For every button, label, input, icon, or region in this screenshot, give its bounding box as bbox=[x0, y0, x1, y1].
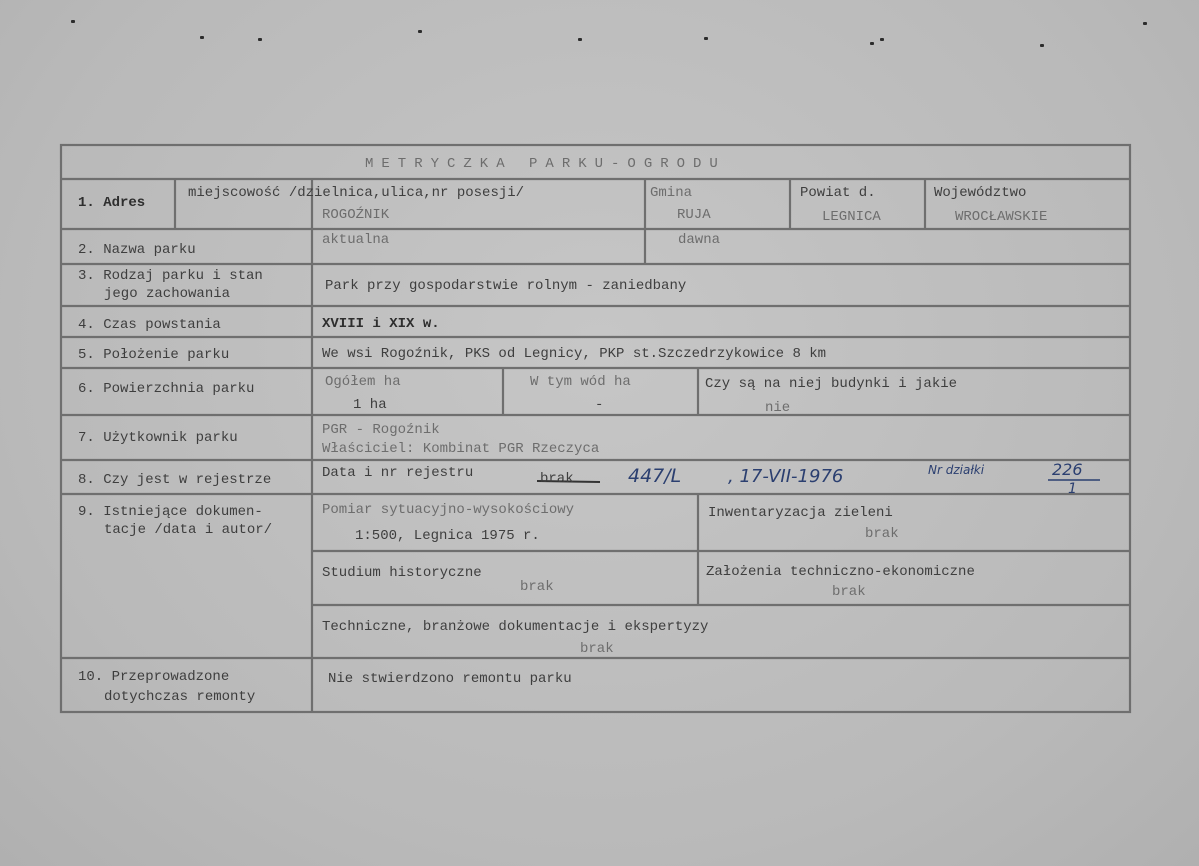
row9-label-line2: tacje /data i autor/ bbox=[104, 522, 273, 538]
greenery-inventory-caption: Inwentaryzacja zieleni bbox=[708, 505, 893, 521]
gmina-caption: Gmina bbox=[650, 185, 693, 201]
row3-label-line2: jego zachowania bbox=[104, 286, 231, 302]
area-total-caption: Ogółem ha bbox=[325, 374, 401, 390]
technical-docs-caption: Techniczne, branżowe dokumentacje i ekspertyzy bbox=[322, 619, 709, 635]
greenery-inventory-value: brak bbox=[865, 526, 899, 542]
locality-value: ROGOŹNIK bbox=[322, 207, 390, 223]
register-number-handwritten: 447/L bbox=[628, 465, 682, 487]
row10-label-line2: dotychczas remonty bbox=[104, 689, 256, 705]
park-type-value: Park przy gospodarstwie rolnym - zaniedbany bbox=[325, 278, 687, 294]
buildings-caption: Czy są na niej budynki i jakie bbox=[705, 376, 958, 392]
row6-label: 6. Powierzchnia parku bbox=[78, 381, 255, 397]
register-date-handwritten: , 17-VII-1976 bbox=[728, 466, 844, 487]
water-area-caption: W tym wód ha bbox=[530, 374, 631, 390]
register-struck-value: brak bbox=[540, 471, 574, 487]
renovations-value: Nie stwierdzono remontu parku bbox=[328, 671, 572, 687]
parcel-number-top: 226 bbox=[1052, 460, 1083, 479]
wojewodztwo-caption: Województwo bbox=[934, 185, 1027, 201]
parcel-number-bottom: 1 bbox=[1068, 481, 1077, 497]
row9-label-line1: 9. Istniejące dokumen- bbox=[78, 504, 263, 520]
powiat-value: LEGNICA bbox=[822, 209, 881, 225]
site-plan-line2: 1:500, Legnica 1975 r. bbox=[355, 528, 540, 544]
row7-label: 7. Użytkownik parku bbox=[78, 430, 238, 446]
row4-label: 4. Czas powstania bbox=[78, 317, 221, 333]
row5-label: 5. Położenie parku bbox=[78, 347, 230, 363]
form-title: METRYCZKA PARKU-OGRODU bbox=[365, 156, 726, 172]
buildings-value: nie bbox=[765, 400, 791, 416]
historical-study-value: brak bbox=[520, 579, 554, 595]
technical-docs-value: brak bbox=[580, 641, 614, 657]
row3-label-line1: 3. Rodzaj parku i stan bbox=[78, 268, 263, 284]
row1-label: 1. Adres bbox=[78, 195, 146, 211]
technical-assumptions-value: brak bbox=[832, 584, 866, 600]
register-caption: Data i nr rejestru bbox=[322, 465, 474, 481]
location-value: We wsi Rogoźnik, PKS od Legnicy, PKP st.Szczedrzykowice 8 km bbox=[322, 346, 827, 362]
row2-label: 2. Nazwa parku bbox=[78, 242, 196, 258]
historical-study-caption: Studium historyczne bbox=[322, 565, 482, 581]
park-owner-value: Właściciel: Kombinat PGR Rzeczyca bbox=[322, 441, 600, 457]
former-name-caption: dawna bbox=[678, 232, 721, 248]
water-area-value: - bbox=[595, 397, 604, 413]
site-plan-line1: Pomiar sytuacyjno-wysokościowy bbox=[322, 502, 575, 518]
creation-time-value: XVIII i XIX w. bbox=[322, 316, 440, 332]
locality-caption: miejscowość /dzielnica,ulica,nr posesji/ bbox=[188, 185, 525, 201]
park-user-value: PGR - Rogoźnik bbox=[322, 422, 440, 438]
powiat-caption: Powiat d. bbox=[800, 185, 876, 201]
gmina-value: RUJA bbox=[677, 207, 711, 223]
technical-assumptions-caption: Założenia techniczno-ekonomiczne bbox=[706, 564, 975, 580]
area-total-value: 1 ha bbox=[353, 397, 387, 413]
current-name-caption: aktualna bbox=[322, 232, 390, 248]
wojewodztwo-value: WROCŁAWSKIE bbox=[955, 209, 1048, 225]
row8-label: 8. Czy jest w rejestrze bbox=[78, 472, 272, 488]
parcel-note-handwritten: Nr działki bbox=[928, 463, 985, 477]
row10-label-line1: 10. Przeprowadzone bbox=[78, 669, 230, 685]
